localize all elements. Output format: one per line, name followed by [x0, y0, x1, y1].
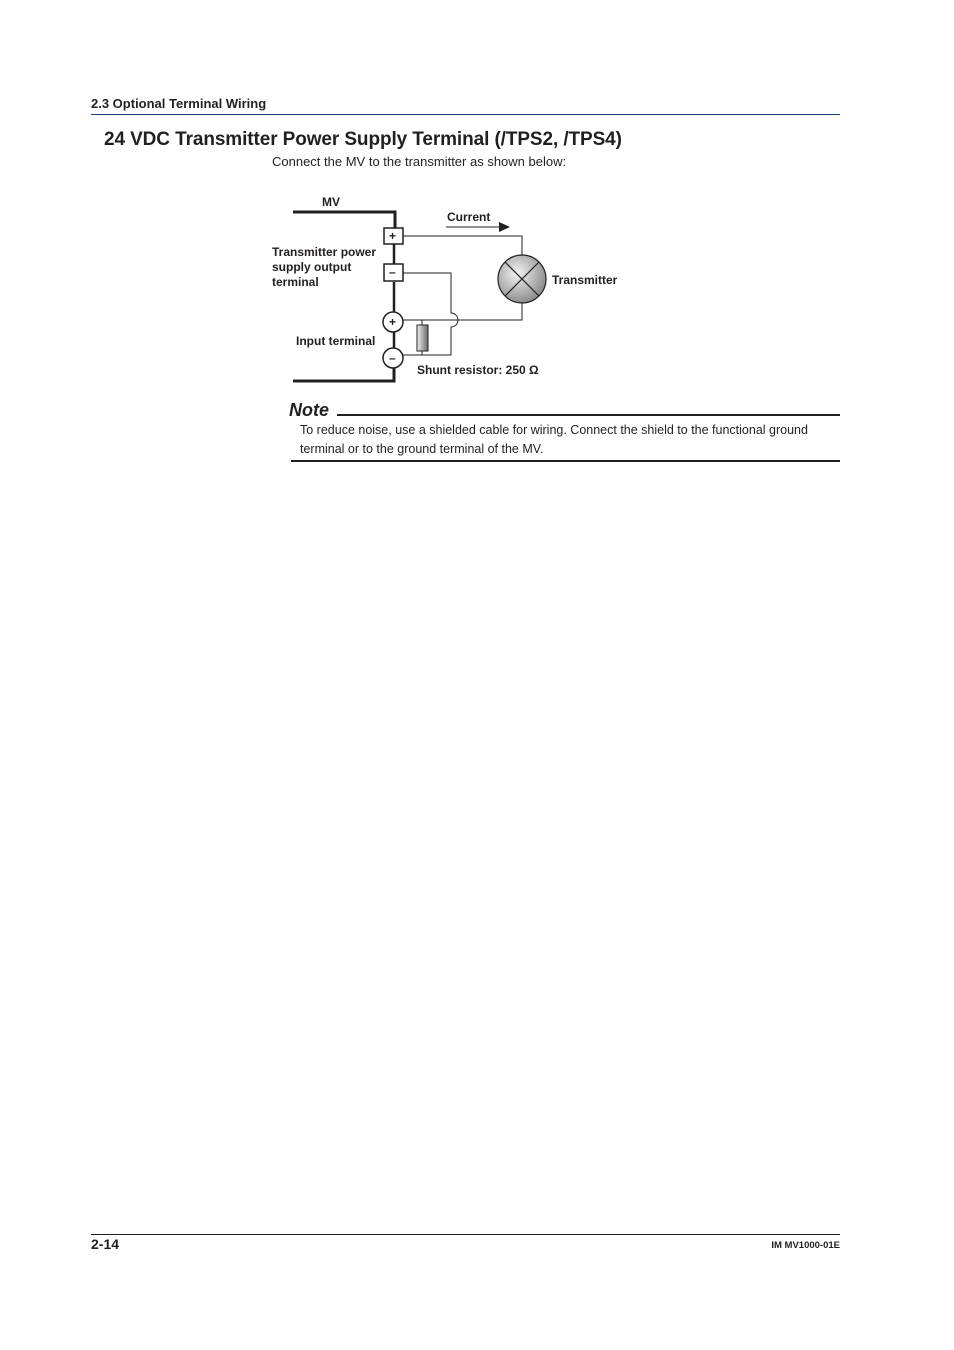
mv-panel-bottom: [293, 367, 394, 381]
intro-text: Connect the MV to the transmitter as shown below:: [272, 154, 567, 169]
note-text: To reduce noise, use a shielded cable for wiring. Connect the shield to the functional ground terminal or to the ground terminal of the MV.: [300, 423, 808, 456]
power-terminal-label-line1: Transmitter power: [272, 245, 377, 259]
power-minus-symbol: –: [389, 265, 396, 279]
input-terminal-label: Input terminal: [296, 334, 376, 348]
power-plus-symbol: +: [389, 229, 397, 243]
note-rule-bottom: [291, 460, 840, 462]
input-minus-symbol: –: [389, 351, 396, 365]
transmitter-label: Transmitter: [552, 273, 618, 287]
page-number: 2-14: [91, 1236, 120, 1252]
document-id: IM MV1000-01E: [771, 1240, 840, 1251]
mv-label: MV: [322, 195, 340, 209]
shunt-resistor: [417, 325, 428, 351]
power-terminal-label-line2: supply output: [272, 260, 352, 274]
wire-plus-to-transmitter: [403, 236, 522, 258]
current-arrowhead: [499, 222, 510, 232]
footer-rule: [91, 1234, 840, 1235]
wire-minus-to-input-minus: [403, 273, 458, 355]
wire-transmitter-to-input: [403, 302, 522, 320]
wiring-diagram: [262, 188, 642, 388]
note-heading: Note: [289, 400, 329, 420]
section-rule: [91, 114, 840, 115]
power-terminal-label-line3: terminal: [272, 275, 319, 289]
note-rule-top: [337, 414, 840, 416]
shunt-label: Shunt resistor: 250 Ω: [417, 363, 539, 377]
input-plus-symbol: +: [389, 315, 397, 329]
current-label: Current: [447, 210, 491, 224]
section-header: 2.3 Optional Terminal Wiring: [91, 96, 267, 111]
mv-panel-top: [293, 212, 395, 228]
page-title: 24 VDC Transmitter Power Supply Terminal (/TPS2, /TPS4): [104, 129, 622, 150]
